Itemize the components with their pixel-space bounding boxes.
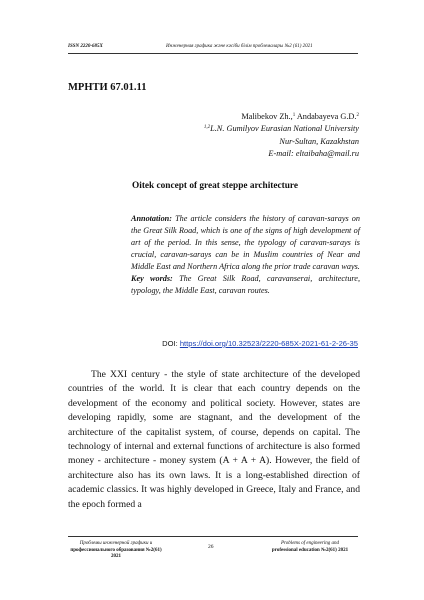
footer-right-line1: Problems of engineering and (280, 541, 339, 546)
doi-link[interactable]: https://doi.org/10.32523/2220-685X-2021-61-2-26-35 (179, 339, 358, 348)
keywords-label: Key words: (131, 274, 173, 283)
running-footer (68, 536, 358, 557)
doi-label: DOI: (162, 339, 180, 348)
doi-line (162, 339, 358, 348)
body-paragraph: The XXI century - the style of state architecture of the developed countries of the world. It is clear that each country depends on the development of the economy and political society. However, states are developing rapidly, some are stagnant, and the development of the architecture of the capitalist system, of course, depends on capital. The technology of internal and external functions of architecture is also formed money - architecture - money system (A + A + A). However, the field of architecture also has its own laws. It is a long-established direction of academic classics. It was highly developed in Greece, Italy and France, and the epoch formed a (68, 369, 360, 510)
author-block (159, 111, 359, 160)
author-affiliation: $^{1,2}$L.N. Gumilyov Eurasian National University (203, 124, 359, 134)
keywords-paragraph (131, 273, 360, 297)
annotation-text: The article considers the history of caravan-sarays on the Great Silk Road, which is one of the signs of high development of art of the period. In this sense, the typology of caravan-sarays is crucial, caravan-sarays can be in Muslim countries of Near and Middle East and Northern Africa along the prior trade caravan ways. (131, 214, 360, 271)
abstract-block (131, 213, 360, 297)
author-email: E-mail: eltaibaha@mail.ru (268, 148, 359, 158)
author-city: Nur-Sultan, Kazakhstan (279, 136, 359, 146)
footer-left-line1: Проблемы инженерной графики и (79, 541, 153, 546)
footer-right (262, 541, 358, 554)
footer-left (68, 541, 164, 561)
mrnti-code: МРНТИ 67.01.11 (68, 82, 147, 93)
footer-right-line2: professional education №2(61) 2021 (271, 547, 349, 553)
page-number: 26 (208, 544, 214, 550)
annotation-paragraph (131, 213, 360, 273)
annotation-label: Annotation: (131, 214, 172, 223)
footer-left-line2: профессионального образования №2(61) 2021 (70, 547, 162, 559)
header-journal-title: Инженерная графика және кәсіби білім проблемалары №2 (61) 2021 (166, 44, 313, 49)
header-issn: ISSN 2220-685X (68, 44, 103, 49)
article-title: Oitek concept of great steppe architecture (132, 181, 299, 191)
author-names: Malibekov Zh.,$^1$ Andabayeva G.D.$^2$ (241, 112, 359, 121)
running-header (68, 43, 358, 54)
keywords-text: The Great Silk Road, caravanserai, architecture, typology, the Middle East, caravan routes. (131, 274, 360, 295)
